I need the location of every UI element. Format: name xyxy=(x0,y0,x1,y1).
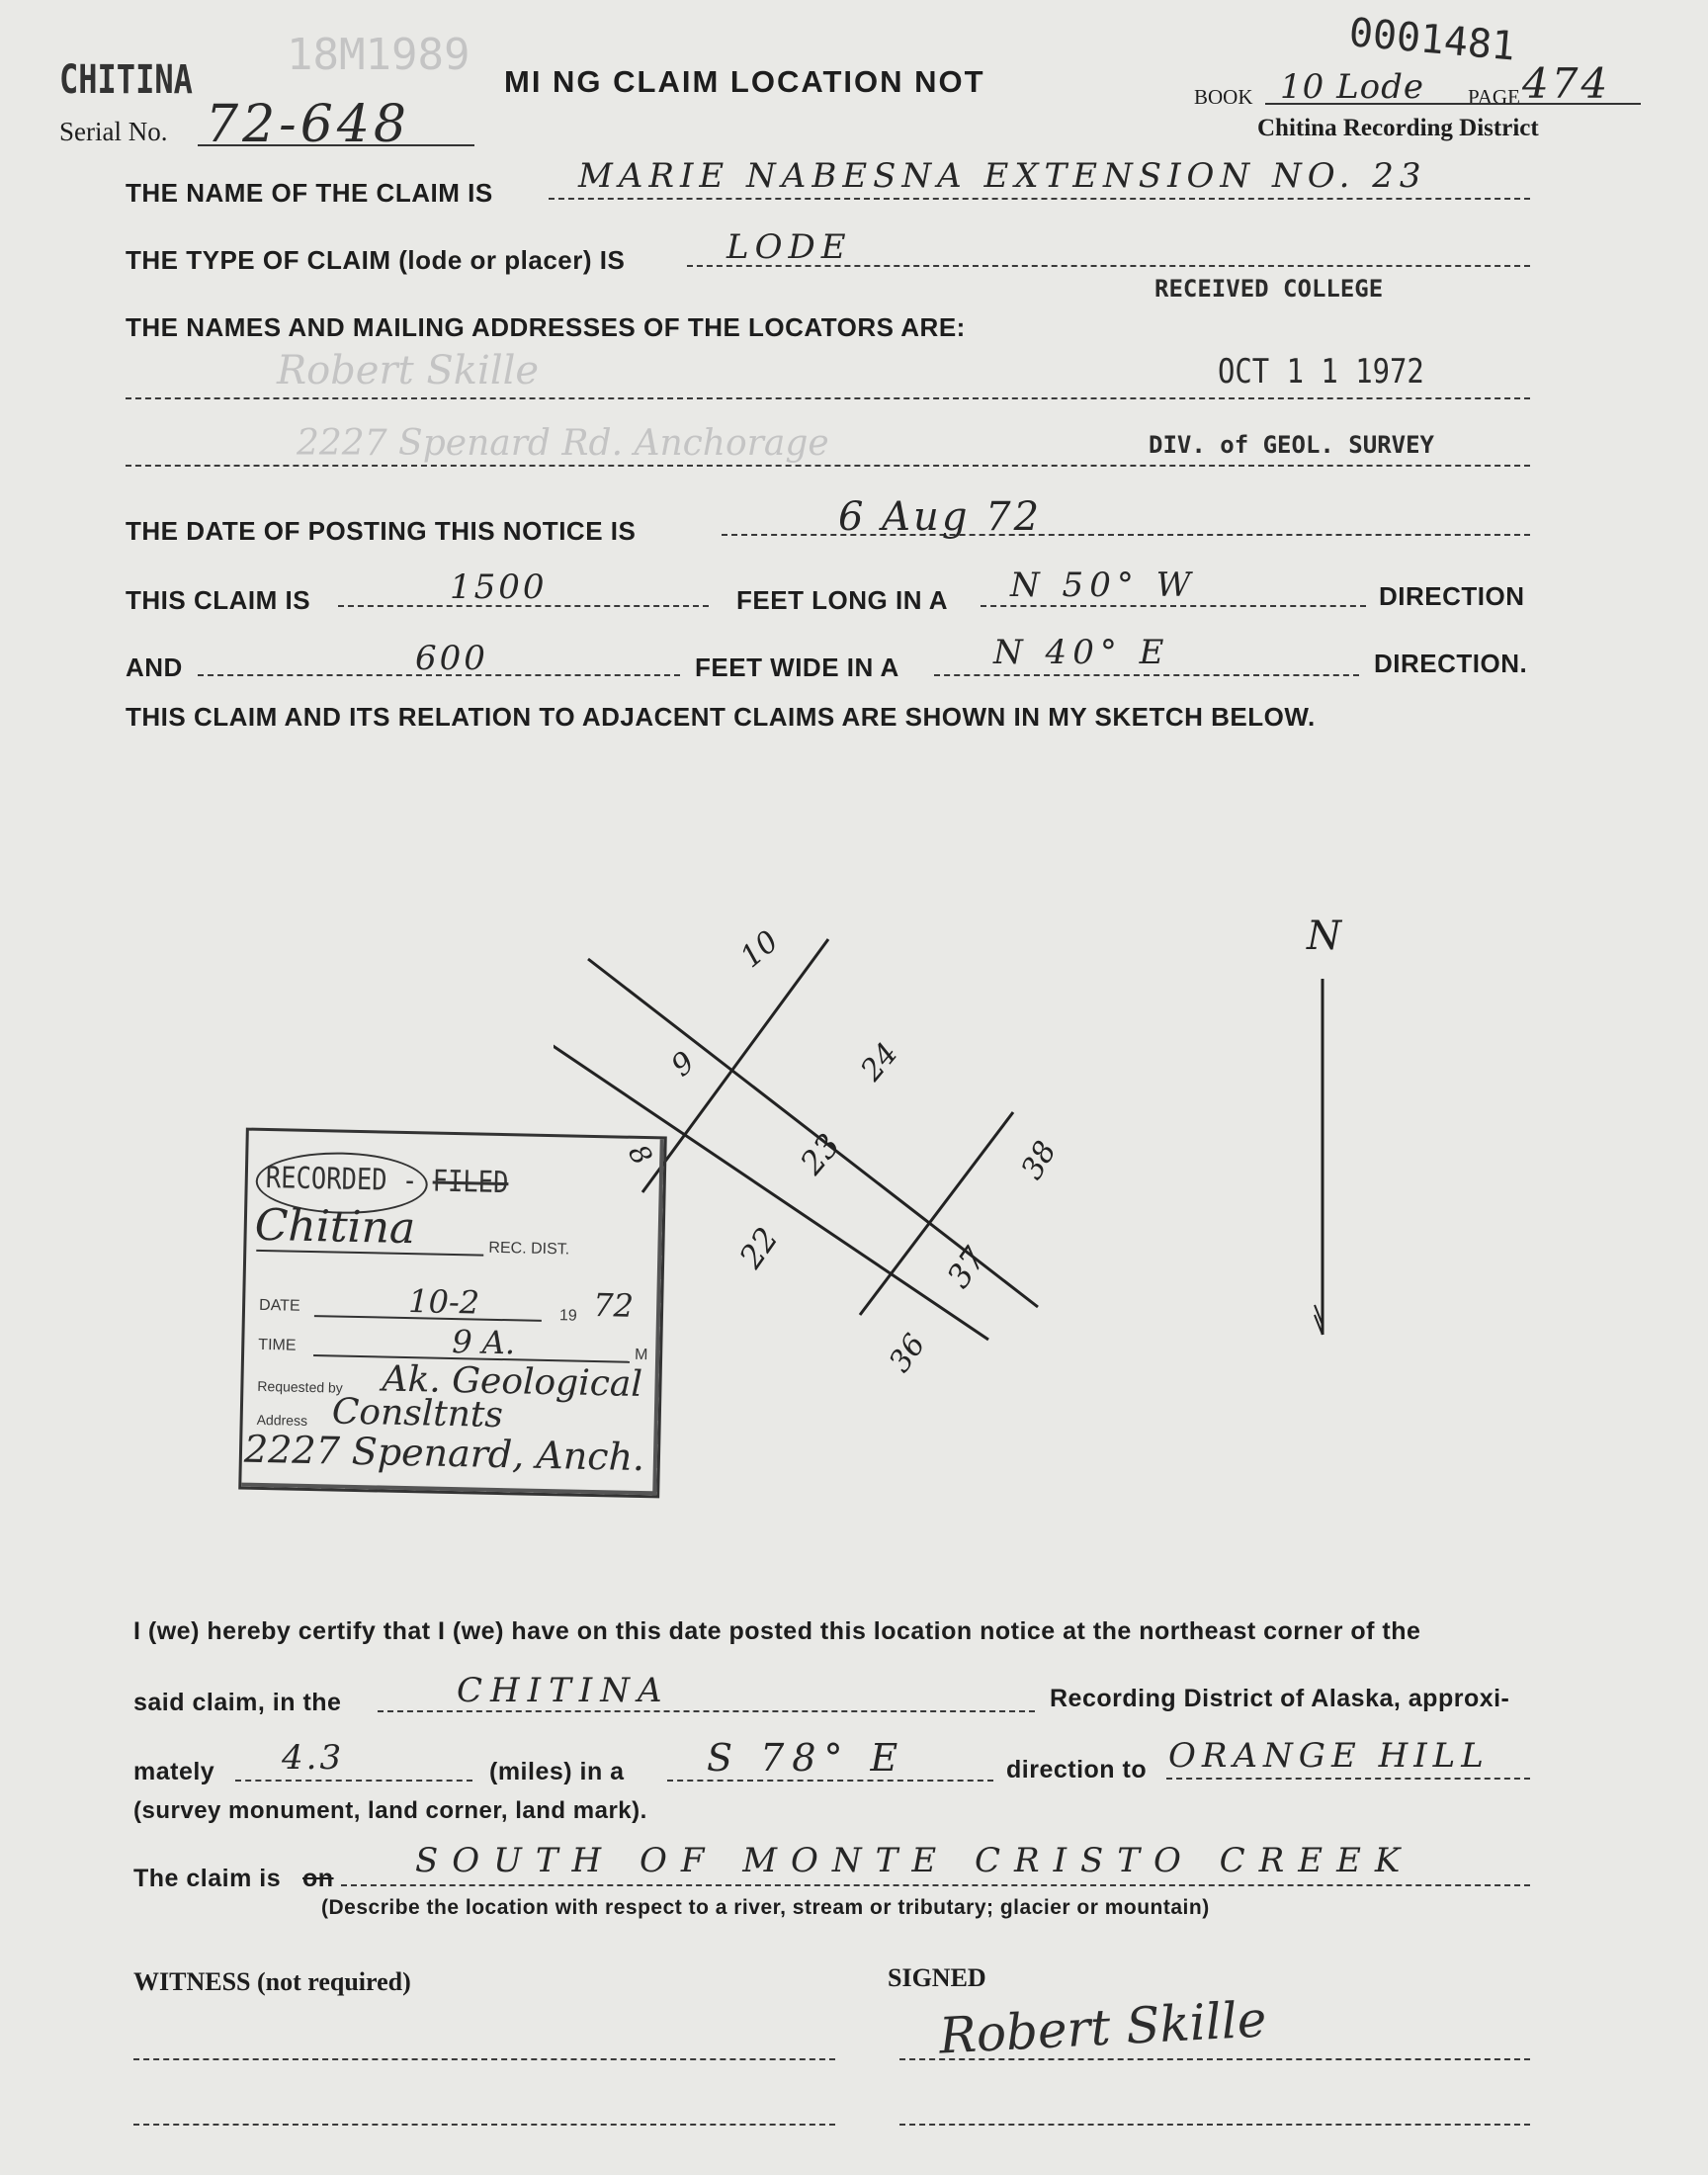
direction-label-1: DIRECTION xyxy=(1379,581,1525,611)
miles-value: 4.3 xyxy=(282,1738,345,1778)
rec-date-label: DATE xyxy=(258,1296,300,1315)
miles-label: (miles) in a xyxy=(489,1758,625,1785)
district-stamp: CHITINA xyxy=(59,57,193,103)
rec-time-label: TIME xyxy=(258,1336,297,1354)
rec-dist-label: REC. DIST. xyxy=(488,1239,570,1259)
locators-erased-text-1: Robert Skille xyxy=(277,348,540,393)
cert-direction-line xyxy=(667,1780,993,1782)
serial-underline xyxy=(198,144,474,146)
length-value: 1500 xyxy=(450,567,548,607)
claim-name-value: MARIE NABESNA EXTENSION NO. 23 xyxy=(578,156,1427,196)
recorded-sep: - xyxy=(401,1163,418,1199)
rec-address-value-2: 2227 Spenard, Anch. xyxy=(243,1427,645,1480)
length-label: THIS CLAIM IS xyxy=(126,585,311,615)
rec-time-value: 9 A. xyxy=(451,1322,516,1362)
witness-line-1 xyxy=(133,2058,835,2060)
sketch-label: THIS CLAIM AND ITS RELATION TO ADJACENT CLAIMS ARE SHOWN IN MY SKETCH BELOW. xyxy=(126,702,1316,732)
claim-on-struck: on xyxy=(302,1865,334,1892)
describe-note: (Describe the location with respect to a river, stream or tributary; glacier or mountain) xyxy=(321,1896,1210,1919)
locators-label: THE NAMES AND MAILING ADDRESSES OF THE LOCATORS ARE: xyxy=(126,312,966,342)
district-label: Chitina Recording District xyxy=(1257,115,1539,141)
claim-number-36: 36 xyxy=(882,1328,933,1379)
north-label: N xyxy=(1307,914,1341,959)
form-title: MI NG CLAIM LOCATION NOT xyxy=(504,64,985,99)
claim-type-value: LODE xyxy=(726,227,852,267)
rec-requested-value: Ak. Geological xyxy=(382,1358,643,1406)
recorded-stamp-title xyxy=(265,1161,508,1200)
claim-name-label: THE NAME OF THE CLAIM IS xyxy=(126,178,493,208)
page-value: 474 xyxy=(1522,59,1611,108)
cert-direction-value: S 78° E xyxy=(707,1736,906,1780)
district-suffix: Recording District of Alaska, approxi- xyxy=(1050,1685,1510,1712)
recorded-district: Chitina xyxy=(254,1199,416,1255)
claim-number-23: 23 xyxy=(793,1126,848,1182)
landmark-value: ORANGE HILL xyxy=(1168,1736,1490,1776)
rec-date-value: 10-2 xyxy=(407,1282,480,1322)
rec-address-label: Address xyxy=(256,1411,308,1429)
locators-line-1 xyxy=(126,397,1530,399)
locators-erased-text-2: 2227 Spenard Rd. Anchorage xyxy=(297,423,829,464)
and-label: AND xyxy=(126,652,183,682)
witness-label: WITNESS (not required) xyxy=(133,1967,411,1996)
signature: Robert Skille xyxy=(937,1990,1268,2065)
signed-label: SIGNED xyxy=(888,1963,986,1992)
sketch-line-se xyxy=(860,1112,1013,1315)
width-mid-label: FEET WIDE IN A xyxy=(695,652,899,682)
miles-line xyxy=(235,1780,472,1782)
book-value: 10 Lode xyxy=(1280,67,1425,107)
filed-word: FILED xyxy=(432,1164,509,1201)
locators-line-2 xyxy=(126,465,1530,467)
claim-type-label: THE TYPE OF CLAIM (lode or placer) IS xyxy=(126,245,626,275)
rec-year-prefix: 19 xyxy=(558,1307,577,1325)
rec-requested-label: Requested by xyxy=(257,1377,343,1396)
document-number: 0001481 xyxy=(1346,10,1517,70)
posting-date-value: 6 Aug 72 xyxy=(838,494,1043,540)
claim-number-38: 38 xyxy=(1014,1135,1065,1185)
said-claim-label: said claim, in the xyxy=(133,1689,342,1716)
received-stamp-line3: DIV. of GEOL. SURVEY xyxy=(1149,431,1434,459)
serial-number: 72-648 xyxy=(206,95,410,154)
recorded-word: RECORDED xyxy=(265,1161,387,1198)
direction-label-2: DIRECTION. xyxy=(1374,649,1528,678)
north-arrow xyxy=(1285,900,1364,1354)
claim-on-line xyxy=(341,1884,1530,1886)
book-page-underline xyxy=(1265,103,1641,105)
claim-number-22: 22 xyxy=(731,1220,786,1275)
received-stamp-line1: RECEIVED COLLEGE xyxy=(1154,275,1384,303)
claim-name-line xyxy=(549,198,1530,200)
posting-date-label: THE DATE OF POSTING THIS NOTICE IS xyxy=(126,516,637,546)
district-value: CHITINA xyxy=(457,1671,670,1710)
witness-line-2 xyxy=(133,2124,835,2126)
serial-label: Serial No. xyxy=(59,117,168,146)
landmark-note: (survey monument, land corner, land mark). xyxy=(133,1797,647,1824)
length-direction: N 50° W xyxy=(1010,566,1197,605)
length-direction-line xyxy=(981,605,1366,607)
recorded-stamp xyxy=(238,1128,667,1499)
claim-on-label: The claim is xyxy=(133,1865,282,1892)
signed-line-2 xyxy=(899,2124,1530,2126)
received-stamp-date: OCT 1 1 1972 xyxy=(1218,352,1424,392)
width-direction: N 40° E xyxy=(993,633,1170,672)
page-label: PAGE xyxy=(1468,85,1520,109)
rec-time-suffix: M xyxy=(634,1346,648,1364)
claim-on-value: SOUTH OF MONTE CRISTO CREEK xyxy=(415,1841,1414,1880)
signed-line-1 xyxy=(899,2058,1530,2060)
claim-number-9: 9 xyxy=(664,1045,702,1085)
width-direction-line xyxy=(934,674,1359,676)
cert-direction-label: direction to xyxy=(1006,1756,1148,1784)
faint-serial-number: 18M1989 xyxy=(287,30,470,80)
claim-number-37: 37 xyxy=(939,1240,993,1295)
length-mid-label: FEET LONG IN A xyxy=(736,585,949,615)
claim-number-8: 8 xyxy=(621,1139,659,1171)
rec-address-value-1: Consltnts xyxy=(331,1391,504,1436)
claim-number-24: 24 xyxy=(854,1036,905,1088)
landmark-line xyxy=(1166,1778,1530,1780)
width-value: 600 xyxy=(415,639,488,678)
book-label: BOOK xyxy=(1194,85,1253,109)
mately-label: mately xyxy=(133,1758,215,1785)
district-line xyxy=(378,1710,1035,1712)
claim-number-10: 10 xyxy=(733,923,786,976)
cert-line-1: I (we) hereby certify that I (we) have on this date posted this location notice at the northeast corner of the xyxy=(133,1617,1421,1645)
rec-year-value: 72 xyxy=(592,1285,635,1325)
